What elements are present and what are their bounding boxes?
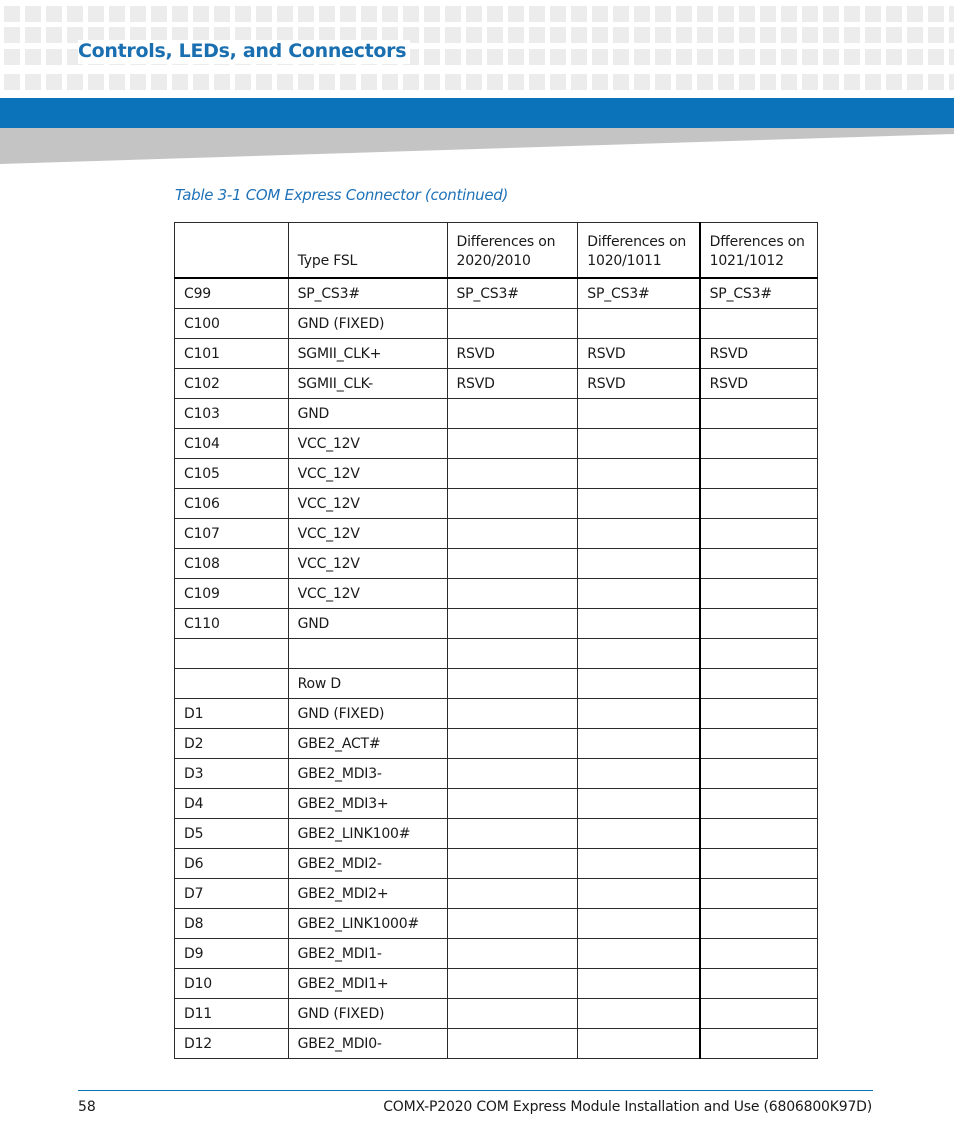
table-row	[175, 609, 818, 639]
cell-diff-1021	[700, 699, 818, 729]
table-row	[175, 669, 818, 699]
cell-pin: D12	[175, 1029, 289, 1059]
table-row	[175, 489, 818, 519]
table-header-row	[175, 223, 818, 279]
table-row	[175, 849, 818, 879]
cell-type-fsl: GND (FIXED)	[288, 999, 447, 1029]
cell-pin: C107	[175, 519, 289, 549]
table-row	[175, 759, 818, 789]
cell-diff-1020	[578, 1029, 700, 1059]
cell-pin: C101	[175, 339, 289, 369]
table-row	[175, 459, 818, 489]
cell-diff-1021	[700, 609, 818, 639]
cell-pin: D6	[175, 849, 289, 879]
cell-diff-2020	[447, 429, 578, 459]
cell-diff-1020	[578, 549, 700, 579]
cell-diff-1020	[578, 579, 700, 609]
cell-pin: C110	[175, 609, 289, 639]
cell-pin: D11	[175, 999, 289, 1029]
cell-diff-2020	[447, 729, 578, 759]
cell-diff-1021	[700, 459, 818, 489]
cell-type-fsl: VCC_12V	[288, 579, 447, 609]
footer-rule	[78, 1090, 873, 1091]
header-blue-bar	[0, 98, 954, 128]
cell-diff-1020: RSVD	[578, 369, 700, 399]
cell-diff-1020	[578, 939, 700, 969]
cell-type-fsl: GBE2_MDI3-	[288, 759, 447, 789]
cell-pin: C103	[175, 399, 289, 429]
cell-diff-1020	[578, 609, 700, 639]
cell-type-fsl: SP_CS3#	[288, 278, 447, 309]
cell-type-fsl: VCC_12V	[288, 519, 447, 549]
cell-pin	[175, 669, 289, 699]
cell-type-fsl: VCC_12V	[288, 429, 447, 459]
cell-diff-2020	[447, 939, 578, 969]
cell-diff-1020	[578, 819, 700, 849]
cell-type-fsl: GND	[288, 399, 447, 429]
cell-type-fsl: SGMII_CLK+	[288, 339, 447, 369]
cell-type-fsl	[288, 639, 447, 669]
cell-type-fsl: GBE2_MDI3+	[288, 789, 447, 819]
cell-diff-1021	[700, 519, 818, 549]
cell-diff-1021: SP_CS3#	[700, 278, 818, 309]
cell-type-fsl: GND (FIXED)	[288, 699, 447, 729]
cell-diff-2020	[447, 849, 578, 879]
cell-type-fsl: GBE2_MDI0-	[288, 1029, 447, 1059]
page-number: 58	[78, 1099, 96, 1115]
cell-type-fsl: Row D	[288, 669, 447, 699]
cell-diff-1020	[578, 879, 700, 909]
cell-diff-1020	[578, 849, 700, 879]
cell-pin: C100	[175, 309, 289, 339]
cell-diff-2020	[447, 669, 578, 699]
table-row	[175, 579, 818, 609]
cell-pin: D5	[175, 819, 289, 849]
table-row	[175, 639, 818, 669]
table-row	[175, 699, 818, 729]
cell-diff-1021	[700, 999, 818, 1029]
cell-diff-1020	[578, 429, 700, 459]
table-row	[175, 309, 818, 339]
cell-diff-1020	[578, 909, 700, 939]
cell-diff-2020	[447, 609, 578, 639]
header-cell-type-fsl: Type FSL	[288, 223, 447, 279]
cell-diff-1021: RSVD	[700, 369, 818, 399]
cell-diff-2020	[447, 309, 578, 339]
cell-diff-1021	[700, 849, 818, 879]
table-row	[175, 1029, 818, 1059]
cell-pin: C109	[175, 579, 289, 609]
cell-diff-2020	[447, 879, 578, 909]
table-caption: Table 3-1 COM Express Connector (continued)	[175, 186, 509, 204]
cell-type-fsl: GBE2_ACT#	[288, 729, 447, 759]
cell-diff-2020: SP_CS3#	[447, 278, 578, 309]
cell-diff-1020	[578, 459, 700, 489]
cell-diff-1021	[700, 579, 818, 609]
cell-pin: D4	[175, 789, 289, 819]
table-row	[175, 399, 818, 429]
cell-diff-1020	[578, 729, 700, 759]
cell-diff-1020	[578, 399, 700, 429]
cell-diff-1021	[700, 669, 818, 699]
cell-pin: C99	[175, 278, 289, 309]
cell-pin: D1	[175, 699, 289, 729]
cell-diff-1021	[700, 549, 818, 579]
connector-table	[174, 222, 818, 1059]
cell-diff-1021	[700, 729, 818, 759]
table-row	[175, 999, 818, 1029]
cell-pin: D3	[175, 759, 289, 789]
cell-pin: C106	[175, 489, 289, 519]
cell-diff-1021	[700, 1029, 818, 1059]
table-row	[175, 819, 818, 849]
cell-diff-2020	[447, 759, 578, 789]
cell-diff-2020	[447, 969, 578, 999]
cell-diff-2020	[447, 909, 578, 939]
cell-pin: C104	[175, 429, 289, 459]
cell-diff-1020	[578, 969, 700, 999]
cell-diff-2020	[447, 549, 578, 579]
table-row	[175, 369, 818, 399]
cell-diff-2020	[447, 999, 578, 1029]
header-cell-diff-2020: Differences on 2020/2010	[447, 223, 578, 279]
table-row	[175, 969, 818, 999]
cell-type-fsl: VCC_12V	[288, 489, 447, 519]
cell-diff-2020	[447, 699, 578, 729]
cell-type-fsl: GND (FIXED)	[288, 309, 447, 339]
cell-diff-1021	[700, 489, 818, 519]
cell-diff-1021	[700, 879, 818, 909]
cell-pin: C105	[175, 459, 289, 489]
cell-diff-2020: RSVD	[447, 339, 578, 369]
cell-diff-1020	[578, 999, 700, 1029]
cell-diff-1020: SP_CS3#	[578, 278, 700, 309]
document-title: COMX-P2020 COM Express Module Installation and Use (6806800K97D)	[383, 1099, 872, 1115]
cell-diff-2020	[447, 459, 578, 489]
cell-pin: D10	[175, 969, 289, 999]
cell-type-fsl: GBE2_MDI1-	[288, 939, 447, 969]
cell-type-fsl: GBE2_MDI1+	[288, 969, 447, 999]
cell-diff-1021	[700, 939, 818, 969]
cell-diff-1021	[700, 819, 818, 849]
table-row	[175, 549, 818, 579]
cell-type-fsl: GBE2_LINK1000#	[288, 909, 447, 939]
cell-type-fsl: GBE2_MDI2-	[288, 849, 447, 879]
cell-diff-1021	[700, 429, 818, 459]
cell-diff-2020	[447, 819, 578, 849]
table-row	[175, 789, 818, 819]
table-row	[175, 939, 818, 969]
cell-type-fsl: VCC_12V	[288, 459, 447, 489]
cell-pin: D7	[175, 879, 289, 909]
cell-diff-1020	[578, 309, 700, 339]
cell-diff-2020	[447, 639, 578, 669]
table-row	[175, 429, 818, 459]
cell-diff-2020	[447, 579, 578, 609]
cell-type-fsl: SGMII_CLK-	[288, 369, 447, 399]
cell-diff-1021	[700, 759, 818, 789]
cell-type-fsl: GBE2_LINK100#	[288, 819, 447, 849]
cell-diff-1020	[578, 639, 700, 669]
cell-diff-2020	[447, 789, 578, 819]
table-row	[175, 339, 818, 369]
cell-pin: C108	[175, 549, 289, 579]
cell-diff-1020	[578, 699, 700, 729]
cell-pin	[175, 639, 289, 669]
cell-diff-1021: RSVD	[700, 339, 818, 369]
cell-diff-1020	[578, 789, 700, 819]
cell-pin: D8	[175, 909, 289, 939]
header-cell-diff-1021: Dfferences on 1021/1012	[700, 223, 818, 279]
cell-diff-1021	[700, 399, 818, 429]
cell-diff-1020	[578, 489, 700, 519]
table-row	[175, 879, 818, 909]
cell-pin: C102	[175, 369, 289, 399]
cell-pin: D9	[175, 939, 289, 969]
cell-pin: D2	[175, 729, 289, 759]
header-grey-wedge	[0, 128, 954, 164]
cell-diff-1021	[700, 969, 818, 999]
cell-diff-2020: RSVD	[447, 369, 578, 399]
cell-diff-1021	[700, 909, 818, 939]
cell-diff-2020	[447, 399, 578, 429]
cell-diff-1021	[700, 309, 818, 339]
cell-diff-2020	[447, 519, 578, 549]
cell-diff-1021	[700, 789, 818, 819]
cell-diff-1020	[578, 519, 700, 549]
table-row	[175, 519, 818, 549]
cell-type-fsl: VCC_12V	[288, 549, 447, 579]
cell-type-fsl: GND	[288, 609, 447, 639]
header-cell-pin	[175, 223, 289, 279]
chapter-title: Controls, LEDs, and Connectors	[78, 40, 410, 64]
cell-diff-2020	[447, 489, 578, 519]
header-cell-diff-1020: Differences on 1020/1011	[578, 223, 700, 279]
cell-diff-1020	[578, 669, 700, 699]
cell-diff-2020	[447, 1029, 578, 1059]
cell-diff-1020	[578, 759, 700, 789]
cell-diff-1020: RSVD	[578, 339, 700, 369]
cell-diff-1021	[700, 639, 818, 669]
table-row	[175, 909, 818, 939]
cell-type-fsl: GBE2_MDI2+	[288, 879, 447, 909]
table-row	[175, 278, 818, 309]
table-row	[175, 729, 818, 759]
